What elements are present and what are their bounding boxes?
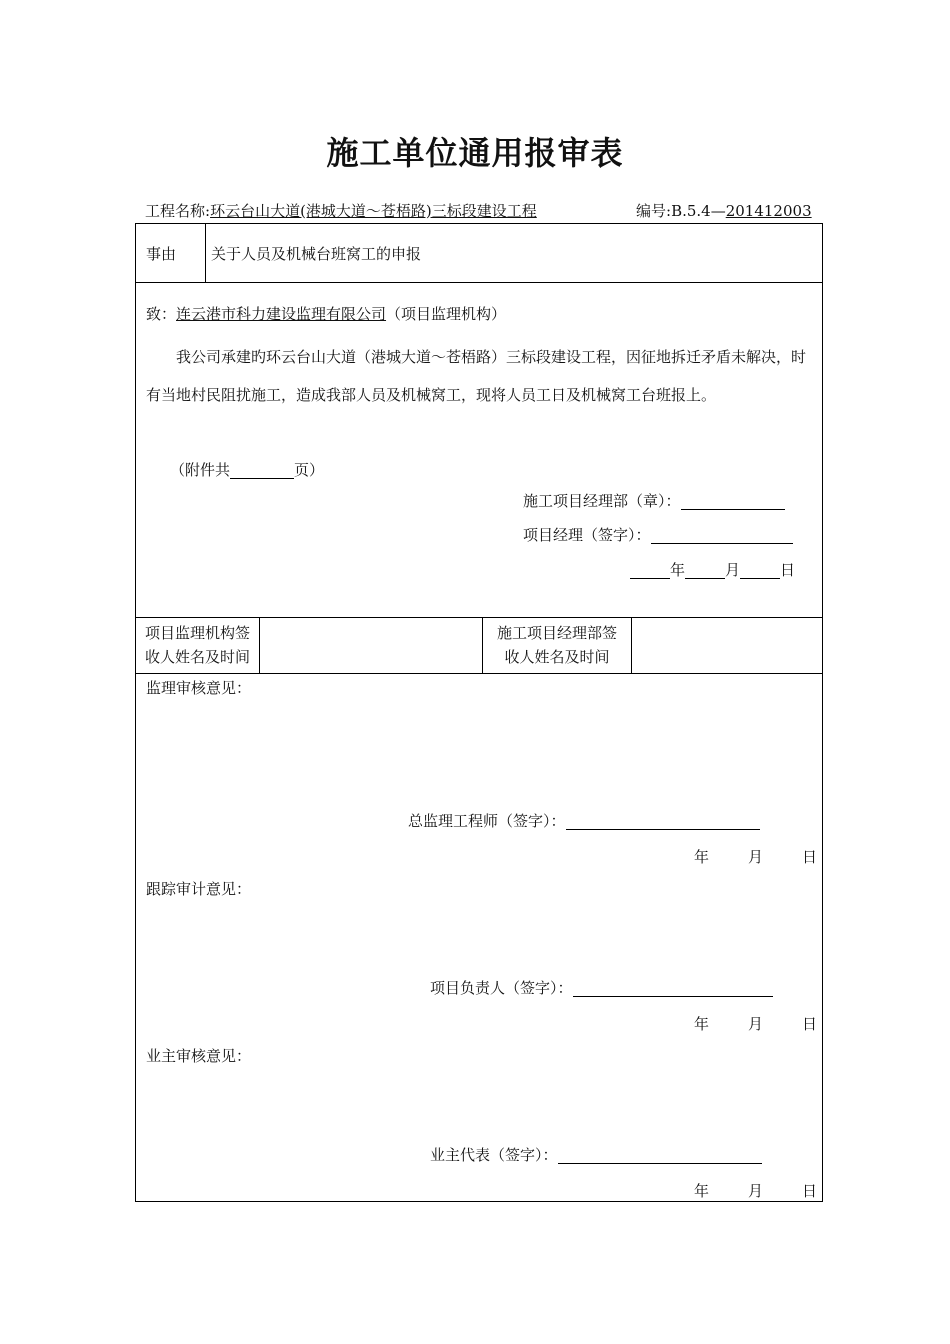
day-label: 日 — [802, 1182, 818, 1200]
day-label: 日 — [802, 848, 818, 866]
addressee-suffix: （项目监理机构） — [386, 305, 507, 323]
manager-sign-label: 项目经理（签字）： — [523, 526, 651, 544]
receipt-supervisor-label-line2: 收人姓名及时间 — [144, 648, 250, 666]
form-code-prefix: B.5.4— — [671, 202, 726, 220]
day-label: 日 — [802, 1015, 818, 1033]
day-blank[interactable] — [740, 563, 780, 579]
owner-rep-sign-blank[interactable] — [558, 1148, 762, 1164]
supervision-opinion-label: 监理审核意见： — [146, 679, 252, 697]
body-paragraph — [146, 338, 816, 414]
chief-engineer-sign-blank[interactable] — [566, 814, 760, 830]
dept-sign-line — [523, 492, 785, 510]
body-text: 我公司承建旳环云台山大道（港城大道～苍梧路）三标段建设工程，因征地拆迁矛盾未解决，时有当地村民阻扰施工，造成我部人员及机械窝工，现将人员工日及机械窝工台班报上。 — [146, 348, 807, 404]
submit-date — [630, 561, 795, 579]
receipt-contractor-label — [483, 621, 631, 669]
dept-sign-blank[interactable] — [681, 494, 785, 510]
page-title: 施工单位通用报审表 — [326, 134, 624, 172]
month-label: 月 — [748, 848, 764, 866]
project-leader-sign-label: 项目负责人（签字）： — [430, 979, 573, 997]
project-name-value: 环云台山大道(港城大道～苍梧路)三标段建设工程 — [210, 202, 537, 220]
addressee-line — [146, 305, 506, 323]
month-label: 月 — [748, 1182, 764, 1200]
subject-value: 关于人员及机械台班窝工的申报 — [211, 245, 422, 263]
year-label: 年 — [694, 1015, 710, 1033]
owner-date — [694, 1180, 817, 1201]
attachment-pages-blank[interactable] — [230, 463, 294, 479]
attachment-suffix: 页） — [294, 461, 325, 479]
supervision-date — [694, 846, 817, 867]
receipt-supervisor-label-line1: 项目监理机构签 — [144, 624, 250, 642]
project-name-label: 工程名称: — [145, 202, 211, 220]
form-code-label: 编号: — [636, 202, 672, 220]
divider — [136, 673, 822, 674]
receipt-contractor-label-line1: 施工项目经理部签 — [496, 624, 617, 642]
receipt-contractor-field[interactable] — [632, 618, 822, 672]
receipt-supervisor-label — [136, 621, 259, 669]
addressee-label: 致： — [146, 305, 177, 323]
day-label: 日 — [780, 561, 796, 579]
month-label: 月 — [748, 1015, 764, 1033]
form-code-value: 201412003 — [725, 202, 812, 220]
project-leader-sign-blank[interactable] — [573, 981, 773, 997]
month-blank[interactable] — [685, 563, 725, 579]
year-label: 年 — [670, 561, 686, 579]
chief-engineer-sign-line — [408, 812, 760, 830]
project-name-line — [145, 200, 537, 221]
receipt-supervisor-field[interactable] — [260, 618, 481, 672]
form-table — [135, 223, 823, 1202]
dept-sign-label: 施工项目经理部（章）： — [523, 492, 681, 510]
project-leader-sign-line — [430, 979, 773, 997]
owner-rep-sign-line — [430, 1146, 762, 1164]
subject-label: 事由 — [146, 245, 177, 263]
attachment-line — [170, 461, 324, 479]
audit-opinion-label: 跟踪审计意见： — [146, 880, 252, 898]
month-label: 月 — [725, 561, 741, 579]
year-blank[interactable] — [630, 563, 670, 579]
addressee-company: 连云港市科力建设监理有限公司 — [176, 305, 387, 323]
attachment-prefix: （附件共 — [170, 461, 231, 479]
chief-engineer-sign-label: 总监理工程师（签字）： — [408, 812, 566, 830]
form-code-line — [636, 200, 812, 221]
audit-date — [694, 1013, 817, 1034]
manager-sign-blank[interactable] — [651, 528, 793, 544]
year-label: 年 — [694, 848, 710, 866]
divider — [136, 282, 822, 283]
owner-opinion-label: 业主审核意见： — [146, 1047, 252, 1065]
manager-sign-line — [523, 526, 793, 544]
owner-rep-sign-label: 业主代表（签字）： — [430, 1146, 558, 1164]
divider — [205, 224, 206, 282]
year-label: 年 — [694, 1182, 710, 1200]
receipt-contractor-label-line2: 收人姓名及时间 — [504, 648, 610, 666]
